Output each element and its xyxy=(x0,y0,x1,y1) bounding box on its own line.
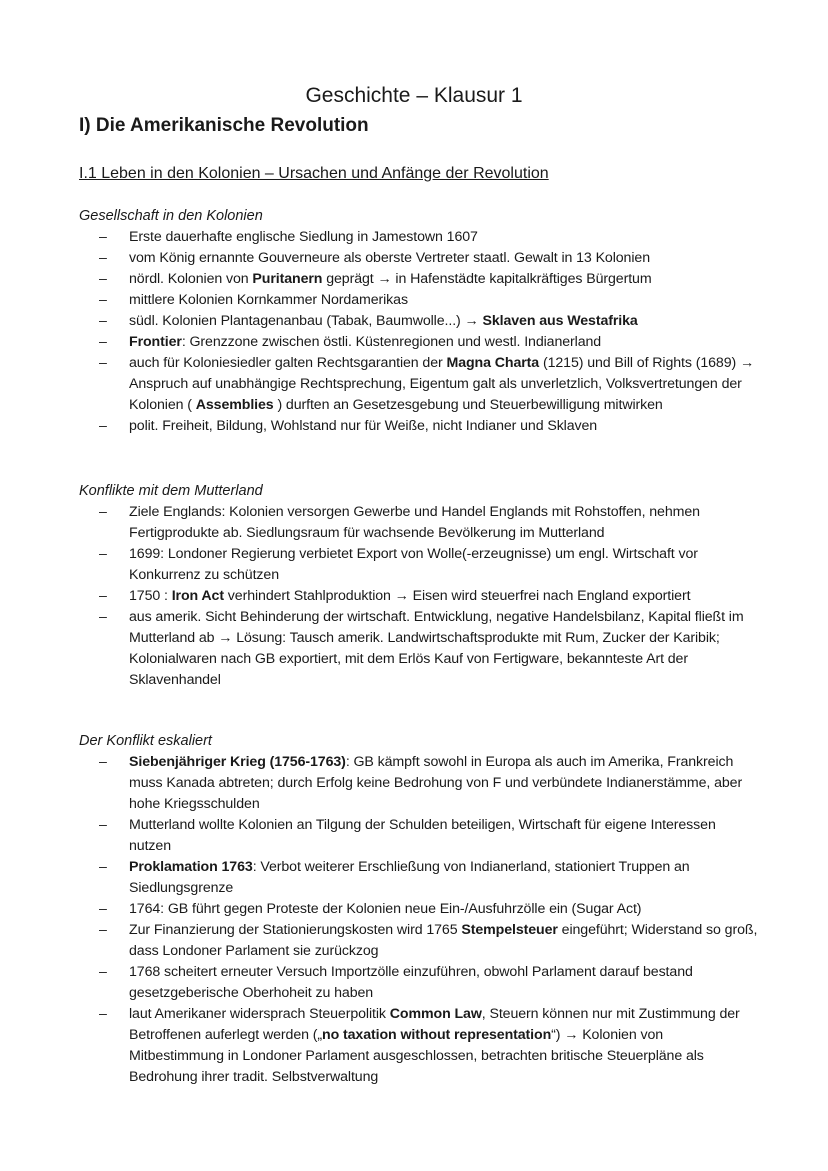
text: Erste dauerhafte englische Siedlung in Jamestown 1607 xyxy=(129,229,478,245)
list-item xyxy=(79,416,759,437)
bold-text: Assemblies xyxy=(195,397,274,413)
bullet-dash: – xyxy=(99,292,107,308)
list-item xyxy=(79,752,759,815)
bullet-dash: – xyxy=(99,334,107,350)
bullet-list xyxy=(79,227,759,437)
text: : Verbot weiterer Erschließung von Indianerland, stationiert Truppen an Siedlungsgrenze xyxy=(129,859,690,896)
list-item xyxy=(79,269,759,290)
list-item xyxy=(79,1004,759,1088)
text: “) → Kolonien von Mitbestimmung in Londoner Parlament ausgeschlossen, betrachten britische Steuerpläne als Bedrohung ihrer tradit. Selbstverwaltung xyxy=(129,1027,704,1085)
bullet-dash: – xyxy=(99,229,107,245)
text: geprägt → in Hafenstädte kapitalkräftiges Bürgertum xyxy=(322,271,652,287)
bold-text: Frontier xyxy=(129,334,182,350)
text: laut Amerikaner widersprach Steuerpolitik xyxy=(129,1006,390,1022)
text: (1215) und Bill of Rights (1689) → Anspruch auf unabhängige Rechtsprechung, Eigentum galt als unverletzlich, Volksvertretungen der Kolonien ( xyxy=(129,355,755,413)
section-title: Konflikte mit dem Mutterland xyxy=(79,483,263,499)
list-item xyxy=(79,227,759,248)
list-item xyxy=(79,607,759,691)
bullet-dash: – xyxy=(99,313,107,329)
list-item xyxy=(79,248,759,269)
text: : GB kämpft sowohl in Europa als auch im Amerika, Frankreich muss Kanada abtreten; durch Erfolg keine Bedrohung von F und verbündete Indianerstämme, aber hohe Kriegsschulden xyxy=(129,754,743,812)
bullet-dash: – xyxy=(99,609,107,625)
bold-text: Magna Charta xyxy=(446,355,540,371)
document-title: Geschichte – Klausur 1 xyxy=(305,84,523,107)
list-item xyxy=(79,311,759,332)
bullet-dash: – xyxy=(99,1006,107,1022)
text: südl. Kolonien Plantagenanbau (Tabak, Baumwolle...) → xyxy=(129,313,483,329)
bullet-dash: – xyxy=(99,922,107,938)
section-eskalation xyxy=(79,731,759,1088)
bullet-dash: – xyxy=(99,546,107,562)
list-item xyxy=(79,899,759,920)
bold-text: Common Law xyxy=(389,1006,482,1022)
bold-text: Sklaven aus Westafrika xyxy=(482,313,638,329)
text: mittlere Kolonien Kornkammer Nordamerikas xyxy=(129,292,408,308)
bullet-dash: – xyxy=(99,754,107,770)
list-item xyxy=(79,544,759,586)
bold-text: Iron Act xyxy=(171,588,224,604)
text: verhindert Stahlproduktion → Eisen wird steuerfrei nach England exportiert xyxy=(223,588,691,604)
list-item xyxy=(79,586,759,607)
bullet-dash: – xyxy=(99,355,107,371)
text: Ziele Englands: Kolonien versorgen Gewerbe und Handel Englands mit Rohstoffen, nehmen Fertigprodukte ab. Siedlungsraum für wachsende Bevölkerung im Mutterland xyxy=(129,504,700,541)
text: 1699: Londoner Regierung verbietet Export von Wolle(-erzeugnisse) um engl. Wirtschaft vor Konkurrenz zu schützen xyxy=(129,546,698,583)
section-konflikte xyxy=(79,481,759,691)
section-title: Der Konflikt eskaliert xyxy=(79,733,212,749)
section-title: Gesellschaft in den Kolonien xyxy=(79,208,263,224)
bullet-dash: – xyxy=(99,504,107,520)
text: vom König ernannte Gouverneure als oberste Vertreter staatl. Gewalt in 13 Kolonien xyxy=(129,250,650,266)
bold-text: Siebenjähriger Krieg (1756-1763) xyxy=(129,754,346,770)
bullet-list xyxy=(79,502,759,691)
bullet-dash: – xyxy=(99,250,107,266)
list-item xyxy=(79,857,759,899)
bold-text: no taxation without representation xyxy=(322,1027,552,1043)
bullet-dash: – xyxy=(99,859,107,875)
text: : Grenzzone zwischen östli. Küstenregionen und westl. Indianerland xyxy=(181,334,602,350)
text: polit. Freiheit, Bildung, Wohlstand nur für Weiße, nicht Indianer und Sklaven xyxy=(129,418,598,434)
list-item xyxy=(79,502,759,544)
text: auch für Koloniesiedler galten Rechtsgarantien der xyxy=(129,355,447,371)
text: Zur Finanzierung der Stationierungskosten wird 1765 xyxy=(129,922,462,938)
bullet-dash: – xyxy=(99,418,107,434)
bullet-dash: – xyxy=(99,964,107,980)
bullet-list xyxy=(79,752,759,1088)
chapter-heading: I) Die Amerikanische Revolution xyxy=(79,115,369,136)
text: aus amerik. Sicht Behinderung der wirtschaft. Entwicklung, negative Handelsbilanz, Kapital fließt im Mutterland ab → Lösung: Tausch amerik. Landwirtschaftsprodukte mit Rum, Zucker der Karibik; Kolonialwaren nach GB exportiert, mit dem Erlös Kauf von Fertigware, bekannteste Art der Sklavenhandel xyxy=(129,609,744,688)
text: Mutterland wollte Kolonien an Tilgung der Schulden beteiligen, Wirtschaft für eigene Interessen nutzen xyxy=(129,817,716,854)
text: , Steuern können nur mit Zustimmung der Betroffenen auferlegt werden („ xyxy=(129,1006,740,1043)
bullet-dash: – xyxy=(99,901,107,917)
bullet-dash: – xyxy=(99,271,107,287)
section-heading: I.1 Leben in den Kolonien – Ursachen und Anfänge der Revolution xyxy=(79,165,549,182)
text: nördl. Kolonien von xyxy=(129,271,253,287)
bold-text: Puritanern xyxy=(252,271,323,287)
list-item xyxy=(79,815,759,857)
text: 1750 : xyxy=(129,588,172,604)
text: ) durften an Gesetzesgebung und Steuerbewilligung mitwirken xyxy=(273,397,663,413)
bold-text: Proklamation 1763 xyxy=(129,859,253,875)
list-item xyxy=(79,353,759,416)
bold-text: Stempelsteuer xyxy=(461,922,558,938)
bullet-dash: – xyxy=(99,817,107,833)
list-item xyxy=(79,920,759,962)
text: 1768 scheitert erneuter Versuch Importzölle einzuführen, obwohl Parlament darauf bestand gesetzgeberische Oberhoheit zu haben xyxy=(129,964,693,1001)
text: eingeführt; Widerstand so groß, dass Londoner Parlament sie zurückzog xyxy=(129,922,758,959)
list-item xyxy=(79,290,759,311)
list-item xyxy=(79,962,759,1004)
section-gesellschaft xyxy=(79,206,759,437)
bullet-dash: – xyxy=(99,588,107,604)
text: 1764: GB führt gegen Proteste der Kolonien neue Ein-/Ausfuhrzölle ein (Sugar Act) xyxy=(129,901,642,917)
list-item xyxy=(79,332,759,353)
